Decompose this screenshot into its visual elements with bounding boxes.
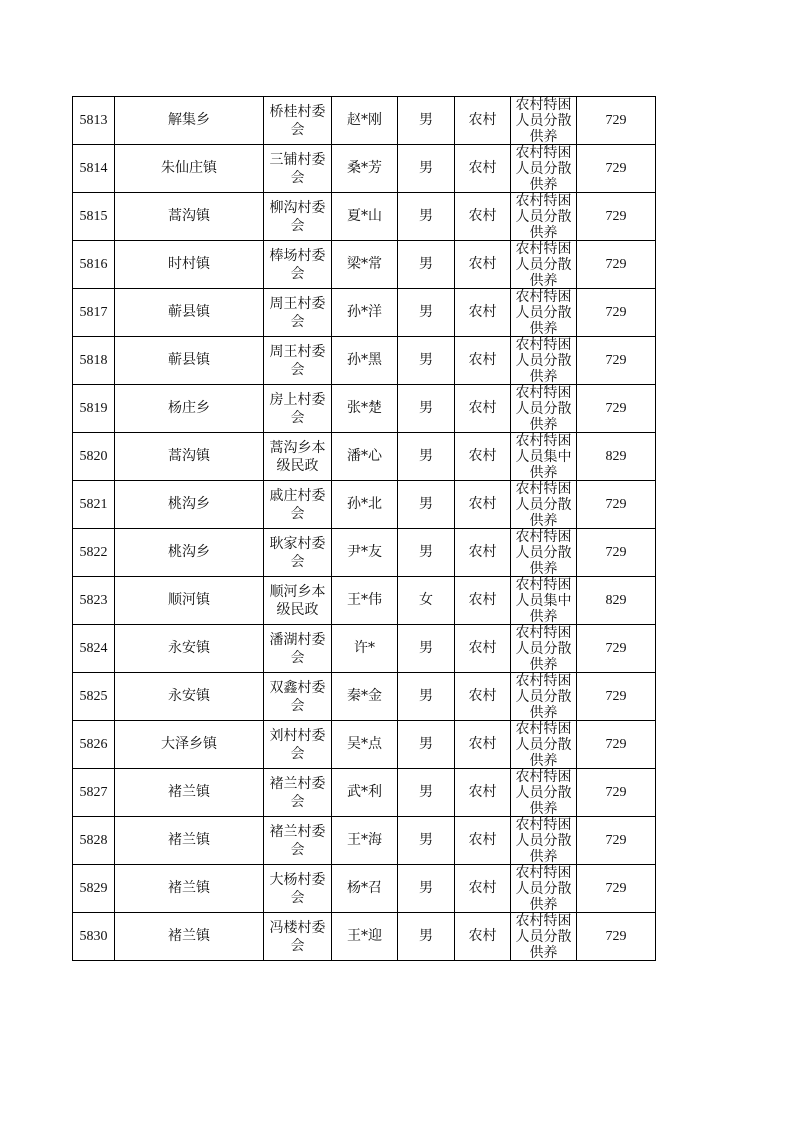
cell-village	[264, 913, 332, 961]
cell-amount: 729	[577, 721, 656, 769]
cell-support-type-text: 农村特困人员集中供养	[515, 433, 572, 480]
cell-support-type	[511, 913, 577, 961]
cell-serial-number: 5813	[73, 97, 115, 145]
cell-amount: 729	[577, 145, 656, 193]
table-row	[73, 385, 656, 433]
cell-sex: 男	[398, 817, 455, 865]
cell-village-text: 柳沟村委会	[269, 199, 326, 234]
cell-village-text: 蒿沟乡本级民政	[269, 439, 326, 474]
cell-village	[264, 289, 332, 337]
cell-village-text: 桥桂村委会	[269, 103, 326, 138]
cell-support-type	[511, 433, 577, 481]
cell-person-name: 孙*洋	[332, 289, 398, 337]
cell-area-type: 农村	[455, 529, 511, 577]
cell-sex: 男	[398, 913, 455, 961]
cell-support-type	[511, 385, 577, 433]
cell-village	[264, 97, 332, 145]
cell-amount: 729	[577, 481, 656, 529]
cell-serial-number: 5829	[73, 865, 115, 913]
cell-area-type: 农村	[455, 865, 511, 913]
cell-area-type: 农村	[455, 241, 511, 289]
cell-serial-number: 5827	[73, 769, 115, 817]
cell-support-type-text: 农村特困人员分散供养	[515, 289, 572, 336]
cell-support-type-text: 农村特困人员分散供养	[515, 769, 572, 816]
cell-town: 桃沟乡	[115, 529, 264, 577]
cell-village-text: 房上村委会	[269, 391, 326, 426]
table-row	[73, 673, 656, 721]
cell-amount: 829	[577, 577, 656, 625]
cell-area-type: 农村	[455, 721, 511, 769]
cell-area-type: 农村	[455, 433, 511, 481]
cell-area-type: 农村	[455, 289, 511, 337]
cell-area-type: 农村	[455, 481, 511, 529]
cell-town: 褚兰镇	[115, 817, 264, 865]
cell-serial-number: 5828	[73, 817, 115, 865]
cell-sex: 男	[398, 481, 455, 529]
cell-sex: 男	[398, 145, 455, 193]
cell-village	[264, 145, 332, 193]
cell-person-name: 杨*召	[332, 865, 398, 913]
table-row	[73, 865, 656, 913]
cell-sex: 男	[398, 865, 455, 913]
table-row	[73, 481, 656, 529]
table-row	[73, 97, 656, 145]
cell-person-name: 武*利	[332, 769, 398, 817]
cell-support-type	[511, 145, 577, 193]
cell-serial-number: 5820	[73, 433, 115, 481]
cell-amount: 729	[577, 241, 656, 289]
cell-support-type-text: 农村特困人员分散供养	[515, 241, 572, 288]
cell-support-type	[511, 721, 577, 769]
cell-person-name: 尹*友	[332, 529, 398, 577]
cell-town: 永安镇	[115, 673, 264, 721]
cell-amount: 729	[577, 913, 656, 961]
cell-person-name: 孙*黑	[332, 337, 398, 385]
cell-support-type-text: 农村特困人员分散供养	[515, 673, 572, 720]
cell-person-name: 吴*点	[332, 721, 398, 769]
cell-town: 蒿沟镇	[115, 433, 264, 481]
cell-sex: 男	[398, 193, 455, 241]
cell-sex: 男	[398, 721, 455, 769]
cell-town: 褚兰镇	[115, 865, 264, 913]
cell-village	[264, 769, 332, 817]
cell-area-type: 农村	[455, 193, 511, 241]
cell-town: 蕲县镇	[115, 289, 264, 337]
cell-town: 解集乡	[115, 97, 264, 145]
cell-village-text: 大杨村委会	[269, 871, 326, 906]
cell-amount: 729	[577, 193, 656, 241]
cell-amount: 829	[577, 433, 656, 481]
cell-village-text: 褚兰村委会	[269, 775, 326, 810]
cell-support-type	[511, 241, 577, 289]
cell-support-type	[511, 289, 577, 337]
table-row	[73, 913, 656, 961]
cell-support-type-text: 农村特困人员分散供养	[515, 337, 572, 384]
cell-town: 蕲县镇	[115, 337, 264, 385]
cell-person-name: 秦*金	[332, 673, 398, 721]
cell-amount: 729	[577, 337, 656, 385]
cell-village-text: 冯楼村委会	[269, 919, 326, 954]
cell-person-name: 赵*刚	[332, 97, 398, 145]
cell-village	[264, 385, 332, 433]
table-row	[73, 145, 656, 193]
cell-amount: 729	[577, 97, 656, 145]
cell-area-type: 农村	[455, 337, 511, 385]
cell-support-type	[511, 193, 577, 241]
cell-support-type-text: 农村特困人员分散供养	[515, 385, 572, 432]
cell-village	[264, 481, 332, 529]
cell-support-type	[511, 529, 577, 577]
record-table	[72, 96, 656, 961]
table-row	[73, 193, 656, 241]
cell-serial-number: 5815	[73, 193, 115, 241]
cell-support-type	[511, 97, 577, 145]
cell-sex: 男	[398, 625, 455, 673]
table-row	[73, 289, 656, 337]
record-table-body	[73, 97, 656, 961]
cell-village-text: 耿家村委会	[269, 535, 326, 570]
cell-person-name: 王*伟	[332, 577, 398, 625]
cell-sex: 女	[398, 577, 455, 625]
cell-sex: 男	[398, 385, 455, 433]
cell-area-type: 农村	[455, 145, 511, 193]
cell-village-text: 棒场村委会	[269, 247, 326, 282]
cell-town: 顺河镇	[115, 577, 264, 625]
cell-support-type-text: 农村特困人员分散供养	[515, 865, 572, 912]
cell-village-text: 褚兰村委会	[269, 823, 326, 858]
cell-support-type	[511, 577, 577, 625]
cell-village-text: 周王村委会	[269, 295, 326, 330]
table-row	[73, 625, 656, 673]
cell-amount: 729	[577, 769, 656, 817]
cell-town: 时村镇	[115, 241, 264, 289]
cell-village	[264, 433, 332, 481]
cell-person-name: 潘*心	[332, 433, 398, 481]
cell-town: 褚兰镇	[115, 769, 264, 817]
cell-person-name: 许*	[332, 625, 398, 673]
cell-serial-number: 5825	[73, 673, 115, 721]
cell-amount: 729	[577, 817, 656, 865]
table-row	[73, 529, 656, 577]
cell-town: 大泽乡镇	[115, 721, 264, 769]
cell-village	[264, 817, 332, 865]
cell-serial-number: 5823	[73, 577, 115, 625]
cell-sex: 男	[398, 241, 455, 289]
cell-area-type: 农村	[455, 97, 511, 145]
cell-sex: 男	[398, 433, 455, 481]
cell-sex: 男	[398, 97, 455, 145]
cell-person-name: 王*海	[332, 817, 398, 865]
cell-area-type: 农村	[455, 817, 511, 865]
cell-serial-number: 5814	[73, 145, 115, 193]
cell-serial-number: 5826	[73, 721, 115, 769]
cell-amount: 729	[577, 625, 656, 673]
cell-support-type-text: 农村特困人员分散供养	[515, 721, 572, 768]
cell-support-type-text: 农村特困人员分散供养	[515, 529, 572, 576]
cell-support-type-text: 农村特困人员分散供养	[515, 817, 572, 864]
cell-amount: 729	[577, 385, 656, 433]
table-row	[73, 721, 656, 769]
table-row	[73, 769, 656, 817]
cell-village	[264, 241, 332, 289]
cell-support-type	[511, 817, 577, 865]
cell-person-name: 王*迎	[332, 913, 398, 961]
cell-village-text: 周王村委会	[269, 343, 326, 378]
cell-person-name: 桑*芳	[332, 145, 398, 193]
cell-support-type	[511, 769, 577, 817]
cell-village	[264, 625, 332, 673]
cell-area-type: 农村	[455, 625, 511, 673]
cell-town: 朱仙庄镇	[115, 145, 264, 193]
cell-serial-number: 5821	[73, 481, 115, 529]
cell-village-text: 潘湖村委会	[269, 631, 326, 666]
cell-support-type-text: 农村特困人员分散供养	[515, 193, 572, 240]
cell-sex: 男	[398, 289, 455, 337]
cell-support-type-text: 农村特困人员分散供养	[515, 625, 572, 672]
cell-support-type	[511, 337, 577, 385]
cell-person-name: 夏*山	[332, 193, 398, 241]
cell-support-type-text: 农村特困人员分散供养	[515, 913, 572, 960]
cell-person-name: 梁*常	[332, 241, 398, 289]
cell-town: 桃沟乡	[115, 481, 264, 529]
cell-person-name: 张*楚	[332, 385, 398, 433]
cell-sex: 男	[398, 337, 455, 385]
table-row	[73, 241, 656, 289]
cell-town: 杨庄乡	[115, 385, 264, 433]
table-row	[73, 433, 656, 481]
cell-support-type-text: 农村特困人员分散供养	[515, 145, 572, 192]
cell-village-text: 刘村村委会	[269, 727, 326, 762]
cell-serial-number: 5824	[73, 625, 115, 673]
cell-area-type: 农村	[455, 577, 511, 625]
cell-serial-number: 5819	[73, 385, 115, 433]
cell-village	[264, 337, 332, 385]
cell-village	[264, 721, 332, 769]
cell-sex: 男	[398, 529, 455, 577]
table-row	[73, 577, 656, 625]
cell-serial-number: 5818	[73, 337, 115, 385]
cell-serial-number: 5830	[73, 913, 115, 961]
cell-sex: 男	[398, 673, 455, 721]
cell-support-type	[511, 481, 577, 529]
cell-village	[264, 529, 332, 577]
cell-town: 褚兰镇	[115, 913, 264, 961]
cell-amount: 729	[577, 289, 656, 337]
cell-village	[264, 193, 332, 241]
cell-serial-number: 5816	[73, 241, 115, 289]
cell-support-type-text: 农村特困人员集中供养	[515, 577, 572, 624]
cell-amount: 729	[577, 529, 656, 577]
cell-village	[264, 865, 332, 913]
cell-sex: 男	[398, 769, 455, 817]
cell-serial-number: 5822	[73, 529, 115, 577]
cell-amount: 729	[577, 865, 656, 913]
cell-area-type: 农村	[455, 673, 511, 721]
table-row	[73, 817, 656, 865]
cell-village	[264, 673, 332, 721]
cell-village	[264, 577, 332, 625]
cell-support-type	[511, 865, 577, 913]
cell-village-text: 双鑫村委会	[269, 679, 326, 714]
cell-town: 永安镇	[115, 625, 264, 673]
cell-support-type	[511, 625, 577, 673]
table-row	[73, 337, 656, 385]
cell-area-type: 农村	[455, 913, 511, 961]
cell-support-type	[511, 673, 577, 721]
cell-village-text: 三铺村委会	[269, 151, 326, 186]
cell-area-type: 农村	[455, 385, 511, 433]
cell-village-text: 戚庄村委会	[269, 487, 326, 522]
cell-support-type-text: 农村特困人员分散供养	[515, 481, 572, 528]
cell-town: 蒿沟镇	[115, 193, 264, 241]
cell-area-type: 农村	[455, 769, 511, 817]
cell-person-name: 孙*北	[332, 481, 398, 529]
cell-serial-number: 5817	[73, 289, 115, 337]
cell-amount: 729	[577, 673, 656, 721]
cell-support-type-text: 农村特困人员分散供养	[515, 97, 572, 144]
cell-village-text: 顺河乡本级民政	[269, 583, 326, 618]
